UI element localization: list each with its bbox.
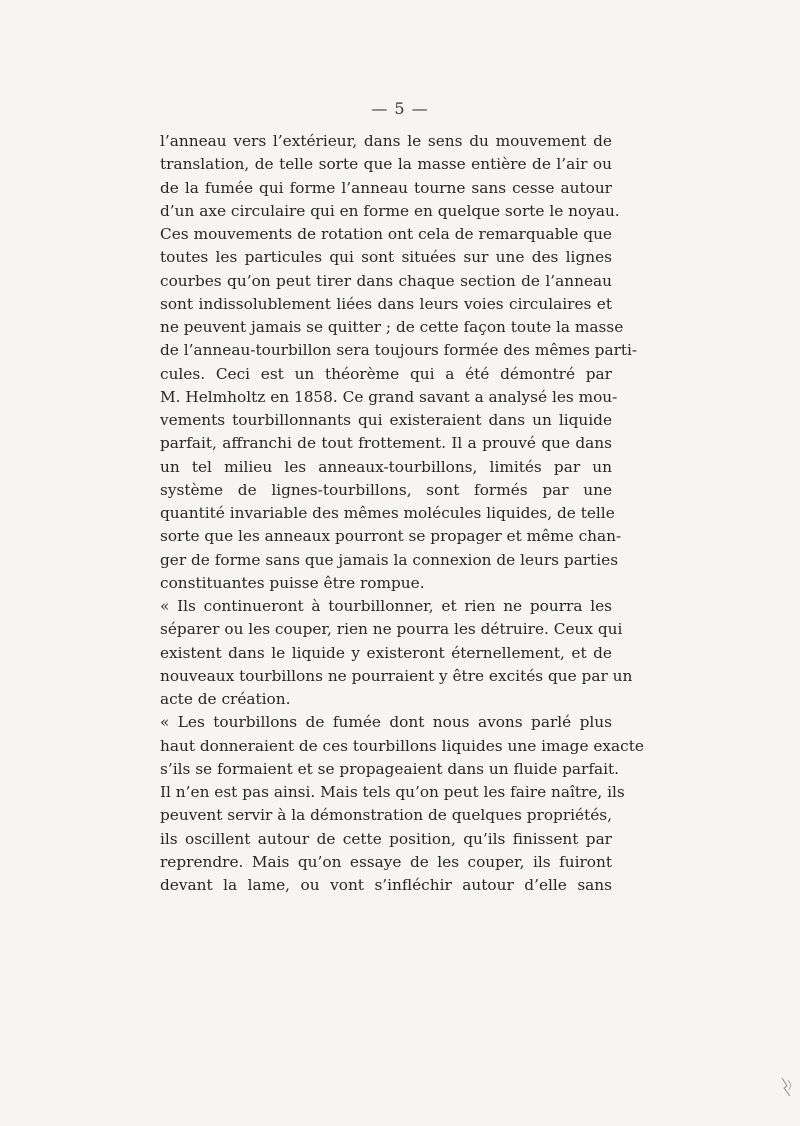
text-line: séparer ou les couper, rien ne pourra les détruire. Ceux qui [160,620,623,639]
text-line: translation, de telle sorte que la masse entière de l’air ou [160,155,612,174]
text-line: système de lignes-tourbillons, sont formés par une [160,480,612,499]
text-line: s’ils se formaient et se propageaient dans un fluide parfait. [160,759,620,778]
text-line: de l’anneau-tourbillon sera toujours formée des mêmes parti- [160,341,638,360]
text-line: « Ils continueront à tourbillonner, et rien ne pourra les [160,597,612,615]
text-line: sorte que les anneaux pourront se propager et même chan- [160,527,622,546]
text-line: d’un axe circulaire qui en forme en quelque sorte le noyau. [160,201,620,220]
body-text [160,130,644,897]
text-line: Il n’en est pas ainsi. Mais tels qu’on peut les faire naître, ils [160,783,625,801]
text-line: peuvent servir à la démonstration de quelques propriétés, [160,806,612,825]
text-line: quantité invariable des mêmes molécules liquides, de telle [160,504,615,522]
page-number: — 5 — [371,99,429,118]
text-line: reprendre. Mais qu’on essaye de les couper, ils fuiront [160,852,612,871]
text-line: un tel milieu les anneaux-tourbillons, limités par un [160,457,612,476]
text-line: ne peuvent jamais se quitter ; de cette façon toute la masse [160,318,624,336]
text-line: Ces mouvements de rotation ont cela de remarquable que [160,225,612,243]
text-line: haut donneraient de ces tourbillons liquides une image exacte [160,736,644,755]
paper-edge-mark [778,1076,796,1098]
text-line: vements tourbillonnants qui existeraient dans un liquide [160,411,612,429]
text-line: l’anneau vers l’extérieur, dans le sens du mouvement de [160,132,612,150]
text-line: ger de forme sans que jamais la connexion de leurs parties [160,550,619,569]
text-line: existent dans le liquide y existeront éternellement, et de [160,643,612,662]
text-line: sont indissolublement liées dans leurs voies circulaires et [160,294,612,313]
text-line: devant la lame, ou vont s’infléchir autour d’elle sans [160,876,612,894]
paragraph-end-line: constituantes puisse être rompue. [160,573,425,592]
text-line: parfait, affranchi de tout frottement. Il a prouvé que dans [160,434,612,453]
text-line: « Les tourbillons de fumée dont nous avons parlé plus [160,713,612,732]
paragraph-end-line: acte de création. [160,690,291,708]
text-line: ils oscillent autour de cette position, qu’ils finissent par [160,829,612,848]
text-line: M. Helmholtz en 1858. Ce grand savant a analysé les mou- [160,387,618,406]
text-line: toutes les particules qui sont situées sur une des lignes [160,248,612,267]
text-line: courbes qu’on peut tirer dans chaque section de l’anneau [160,271,612,290]
text-line: de la fumée qui forme l’anneau tourne sans cesse autour [160,178,612,197]
text-line: nouveaux tourbillons ne pourraient y être excités que par un [160,666,633,685]
text-line: cules. Ceci est un théorème qui a été démontré par [160,364,612,383]
